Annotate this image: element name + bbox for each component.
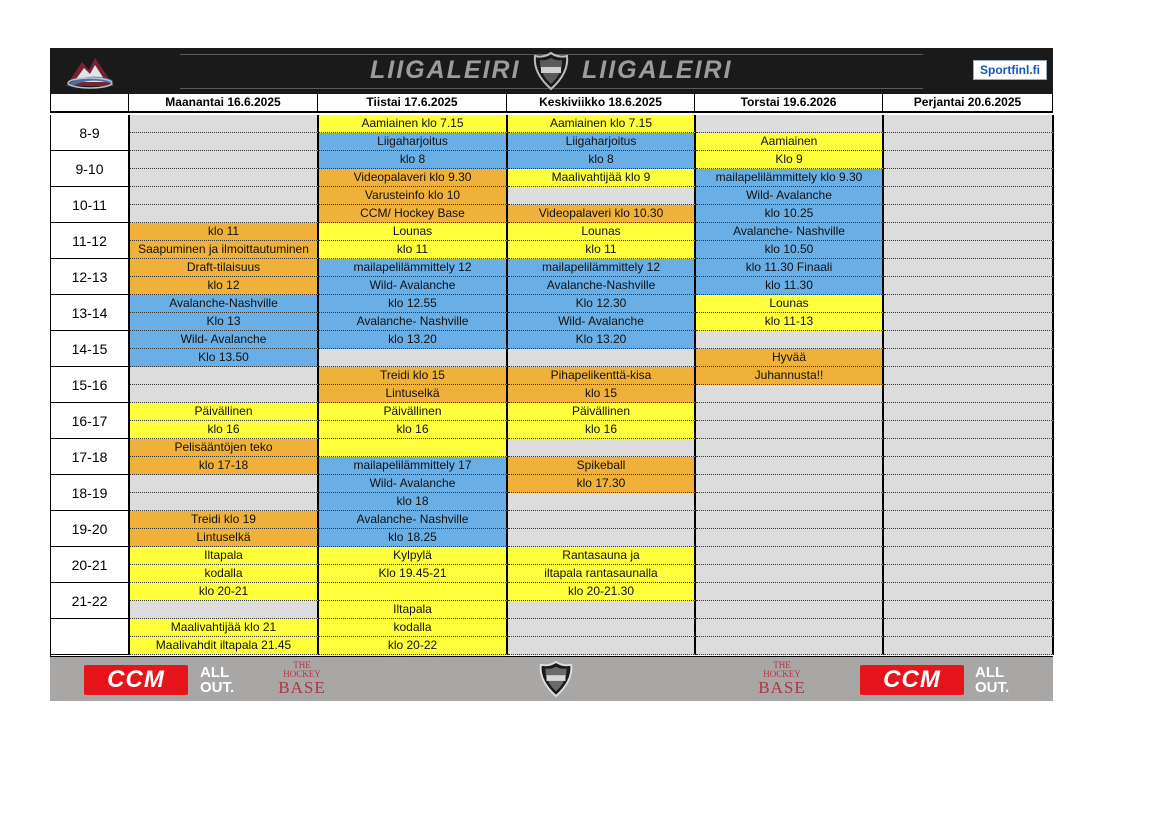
schedule-cell: [884, 151, 1054, 169]
schedule-cell: [696, 637, 884, 655]
schedule-cell: klo 20-21: [130, 583, 319, 601]
schedule-cell: Draft-tilaisuus: [130, 259, 319, 277]
hockeybase-left-big: BASE: [278, 678, 326, 697]
allout-right-line1: ALL: [975, 664, 1005, 681]
schedule-cell: [508, 511, 696, 529]
schedule-cell: [508, 187, 696, 205]
schedule-cell: [696, 439, 884, 457]
nhl-shield-icon: [537, 660, 575, 698]
schedule-cell: [884, 439, 1054, 457]
schedule-cell: [696, 619, 884, 637]
schedule-cell: [884, 601, 1054, 619]
schedule-cell: klo 8: [508, 151, 696, 169]
schedule-cell: klo 12: [130, 277, 319, 295]
time-slot: 16-17: [51, 403, 130, 439]
schedule-cell: [884, 277, 1054, 295]
schedule-cell: Maalivahdit iltapala 21.45: [130, 637, 319, 655]
schedule-cell: [130, 187, 319, 205]
schedule-cell: klo 11.30 Finaali: [696, 259, 884, 277]
hockeybase-logo-right: [755, 661, 809, 696]
schedule-cell: klo 11: [130, 223, 319, 241]
schedule-cell: Klo 13.20: [508, 331, 696, 349]
schedule-cell: [884, 619, 1054, 637]
schedule-cell: klo 15: [508, 385, 696, 403]
schedule-cell: klo 18.25: [319, 529, 508, 547]
schedule-cell: [319, 583, 508, 601]
schedule-cell: Klo 19.45-21: [319, 565, 508, 583]
schedule-cell: Hyvää: [696, 349, 884, 367]
schedule-cell: Klo 13.50: [130, 349, 319, 367]
schedule-cell: [508, 493, 696, 511]
schedule-cell: [130, 151, 319, 169]
sportfin-logo: Sportfinl.fi: [973, 60, 1047, 80]
schedule-cell: [696, 547, 884, 565]
schedule-cell: klo 16: [508, 421, 696, 439]
header-day-3: Keskiviikko 18.6.2025: [507, 94, 695, 111]
hockeybase-logo-left: [275, 661, 329, 696]
schedule-cell: klo 16: [319, 421, 508, 439]
schedule-cell: Avalanche- Nashville: [696, 223, 884, 241]
schedule-cell: [508, 601, 696, 619]
hockeybase-right-big: BASE: [758, 678, 806, 697]
time-slot: 9-10: [51, 151, 130, 187]
schedule-cell: Lounas: [696, 295, 884, 313]
day-header-row: [50, 94, 1053, 113]
schedule-cell: [130, 367, 319, 385]
header-day-2: Tiistai 17.6.2025: [318, 94, 507, 111]
time-slot: 11-12: [51, 223, 130, 259]
schedule-cell: Liigaharjoitus: [319, 133, 508, 151]
ccm-logo-left: CCM: [84, 665, 188, 695]
schedule-cell: [884, 475, 1054, 493]
sponsor-footer: [50, 656, 1053, 701]
schedule-cell: Lounas: [319, 223, 508, 241]
schedule-cell: [884, 187, 1054, 205]
time-slot: 10-11: [51, 187, 130, 223]
schedule-cell: [884, 169, 1054, 187]
schedule-cell: Rantasauna ja: [508, 547, 696, 565]
schedule-cell: Iltapala: [319, 601, 508, 619]
schedule-cell: [884, 421, 1054, 439]
schedule-cell: klo 10.25: [696, 205, 884, 223]
schedule-cell: [696, 601, 884, 619]
ccm-logo-right: CCM: [860, 665, 964, 695]
schedule-cell: [696, 331, 884, 349]
schedule-cell: [130, 133, 319, 151]
schedule-cell: [696, 115, 884, 133]
schedule-cell: klo 8: [319, 151, 508, 169]
schedule-cell: [884, 367, 1054, 385]
schedule-cell: [696, 457, 884, 475]
schedule-cell: [130, 601, 319, 619]
schedule-cell: klo 13.20: [319, 331, 508, 349]
schedule-cell: [696, 511, 884, 529]
schedule-cell: [884, 223, 1054, 241]
schedule-cell: [884, 583, 1054, 601]
schedule-cell: [508, 529, 696, 547]
time-slot: 15-16: [51, 367, 130, 403]
schedule-cell: [696, 565, 884, 583]
time-slot: 14-15: [51, 331, 130, 367]
schedule-cell: Päivällinen: [130, 403, 319, 421]
schedule-cell: [130, 493, 319, 511]
schedule-cell: Lounas: [508, 223, 696, 241]
schedule-cell: Lintuselkä: [319, 385, 508, 403]
schedule-cell: [884, 547, 1054, 565]
schedule-cell: kodalla: [319, 619, 508, 637]
schedule-cell: klo 10.50: [696, 241, 884, 259]
schedule-cell: [130, 475, 319, 493]
time-slot: [51, 619, 130, 655]
schedule-cell: klo 11-13: [696, 313, 884, 331]
schedule-cell: Videopalaveri klo 10.30: [508, 205, 696, 223]
schedule-cell: [508, 619, 696, 637]
schedule-cell: Wild- Avalanche: [319, 277, 508, 295]
schedule-cell: Avalanche-Nashville: [130, 295, 319, 313]
schedule-cell: iltapala rantasaunalla: [508, 565, 696, 583]
schedule-cell: klo 12.55: [319, 295, 508, 313]
time-slot: 17-18: [51, 439, 130, 475]
schedule-cell: klo 11.30: [696, 277, 884, 295]
allout-logo-left: [200, 665, 234, 695]
time-slot: 19-20: [51, 511, 130, 547]
schedule-cell: klo 11: [319, 241, 508, 259]
time-slot: 18-19: [51, 475, 130, 511]
schedule-cell: [884, 493, 1054, 511]
allout-left-line1: ALL: [200, 664, 230, 681]
schedule-cell: [319, 439, 508, 457]
schedule-cell: Päivällinen: [319, 403, 508, 421]
time-slot: 13-14: [51, 295, 130, 331]
schedule-cell: klo 11: [508, 241, 696, 259]
schedule-cell: Klo 13: [130, 313, 319, 331]
schedule-cell: klo 17.30: [508, 475, 696, 493]
schedule-cell: Wild- Avalanche: [508, 313, 696, 331]
schedule-cell: [884, 403, 1054, 421]
avalanche-logo-icon: [62, 52, 118, 90]
schedule-cell: [884, 565, 1054, 583]
schedule-cell: Videopalaveri klo 9.30: [319, 169, 508, 187]
schedule-cell: [884, 115, 1054, 133]
schedule-cell: [696, 403, 884, 421]
schedule-cell: [884, 529, 1054, 547]
nhl-shield-icon: [531, 51, 571, 91]
schedule-cell: Maalivahtijää klo 21: [130, 619, 319, 637]
schedule-cell: Wild- Avalanche: [696, 187, 884, 205]
schedule-cell: mailapelilämmittely 17: [319, 457, 508, 475]
schedule-cell: [884, 313, 1054, 331]
schedule-cell: Pihapelikenttä-kisa: [508, 367, 696, 385]
schedule-cell: Treidi klo 19: [130, 511, 319, 529]
schedule-cell: [884, 349, 1054, 367]
schedule-cell: [130, 169, 319, 187]
schedule-cell: [884, 295, 1054, 313]
schedule-cell: Liigaharjoitus: [508, 133, 696, 151]
schedule-cell: Aamiainen klo 7.15: [319, 115, 508, 133]
banner-title-left: LIIGALEIRI: [370, 56, 521, 84]
time-slot: 8-9: [51, 115, 130, 151]
schedule-cell: Päivällinen: [508, 403, 696, 421]
schedule-cell: Aamiainen: [696, 133, 884, 151]
time-slot: 21-22: [51, 583, 130, 619]
schedule-cell: [696, 385, 884, 403]
schedule-cell: [696, 529, 884, 547]
schedule-cell: [884, 259, 1054, 277]
schedule-cell: [884, 331, 1054, 349]
schedule-cell: Avalanche- Nashville: [319, 313, 508, 331]
schedule-cell: [508, 349, 696, 367]
schedule-cell: Avalanche-Nashville: [508, 277, 696, 295]
schedule-cell: [130, 115, 319, 133]
schedule-cell: [884, 385, 1054, 403]
allout-logo-right: [975, 665, 1009, 695]
schedule-cell: Saapuminen ja ilmoittautuminen: [130, 241, 319, 259]
schedule-cell: Klo 12.30: [508, 295, 696, 313]
time-slot: 12-13: [51, 259, 130, 295]
schedule-cell: mailapelilämmittely 12: [508, 259, 696, 277]
schedule-cell: klo 17-18: [130, 457, 319, 475]
schedule-cell: [696, 583, 884, 601]
schedule-cell: Iltapala: [130, 547, 319, 565]
schedule-cell: klo 20-22: [319, 637, 508, 655]
schedule-cell: Maalivahtijää klo 9: [508, 169, 696, 187]
schedule-cell: [130, 205, 319, 223]
header-time: [50, 94, 129, 111]
schedule-cell: [884, 457, 1054, 475]
schedule-cell: [696, 421, 884, 439]
schedule-grid: [50, 115, 1053, 656]
schedule-cell: [884, 205, 1054, 223]
header-day-5: Perjantai 20.6.2025: [883, 94, 1053, 111]
schedule-cell: [130, 385, 319, 403]
schedule-cell: kodalla: [130, 565, 319, 583]
schedule-cell: CCM/ Hockey Base: [319, 205, 508, 223]
schedule-cell: mailapelilämmittely klo 9.30: [696, 169, 884, 187]
header-day-1: Maanantai 16.6.2025: [129, 94, 318, 111]
schedule-cell: Klo 9: [696, 151, 884, 169]
time-slot: 20-21: [51, 547, 130, 583]
schedule-cell: klo 16: [130, 421, 319, 439]
schedule-cell: [884, 637, 1054, 655]
allout-right-line2: OUT.: [975, 679, 1010, 696]
schedule-cell: [696, 475, 884, 493]
allout-left-line2: OUT.: [200, 679, 235, 696]
banner: [50, 48, 1053, 94]
schedule-cell: [319, 349, 508, 367]
schedule-cell: Avalanche- Nashville: [319, 511, 508, 529]
schedule-cell: mailapelilämmittely 12: [319, 259, 508, 277]
schedule-cell: Wild- Avalanche: [130, 331, 319, 349]
hockeybase-right-small: THE HOCKEY: [763, 660, 801, 679]
schedule-cell: [884, 511, 1054, 529]
schedule-cell: [508, 439, 696, 457]
schedule-cell: Aamiainen klo 7.15: [508, 115, 696, 133]
schedule-cell: [696, 493, 884, 511]
schedule-cell: [884, 241, 1054, 259]
schedule-cell: Wild- Avalanche: [319, 475, 508, 493]
schedule-cell: Treidi klo 15: [319, 367, 508, 385]
header-day-4: Torstai 19.6.2026: [695, 94, 883, 111]
schedule-cell: Lintuselkä: [130, 529, 319, 547]
banner-title-right: LIIGALEIRI: [582, 56, 733, 84]
schedule-cell: Juhannusta!!: [696, 367, 884, 385]
hockeybase-left-small: THE HOCKEY: [283, 660, 321, 679]
schedule-cell: [884, 133, 1054, 151]
schedule-cell: Spikeball: [508, 457, 696, 475]
schedule-cell: klo 18: [319, 493, 508, 511]
schedule-cell: Varusteinfo klo 10: [319, 187, 508, 205]
schedule-cell: [508, 637, 696, 655]
schedule-cell: Pelisääntöjen teko: [130, 439, 319, 457]
schedule-cell: Kylpylä: [319, 547, 508, 565]
schedule-cell: klo 20-21.30: [508, 583, 696, 601]
